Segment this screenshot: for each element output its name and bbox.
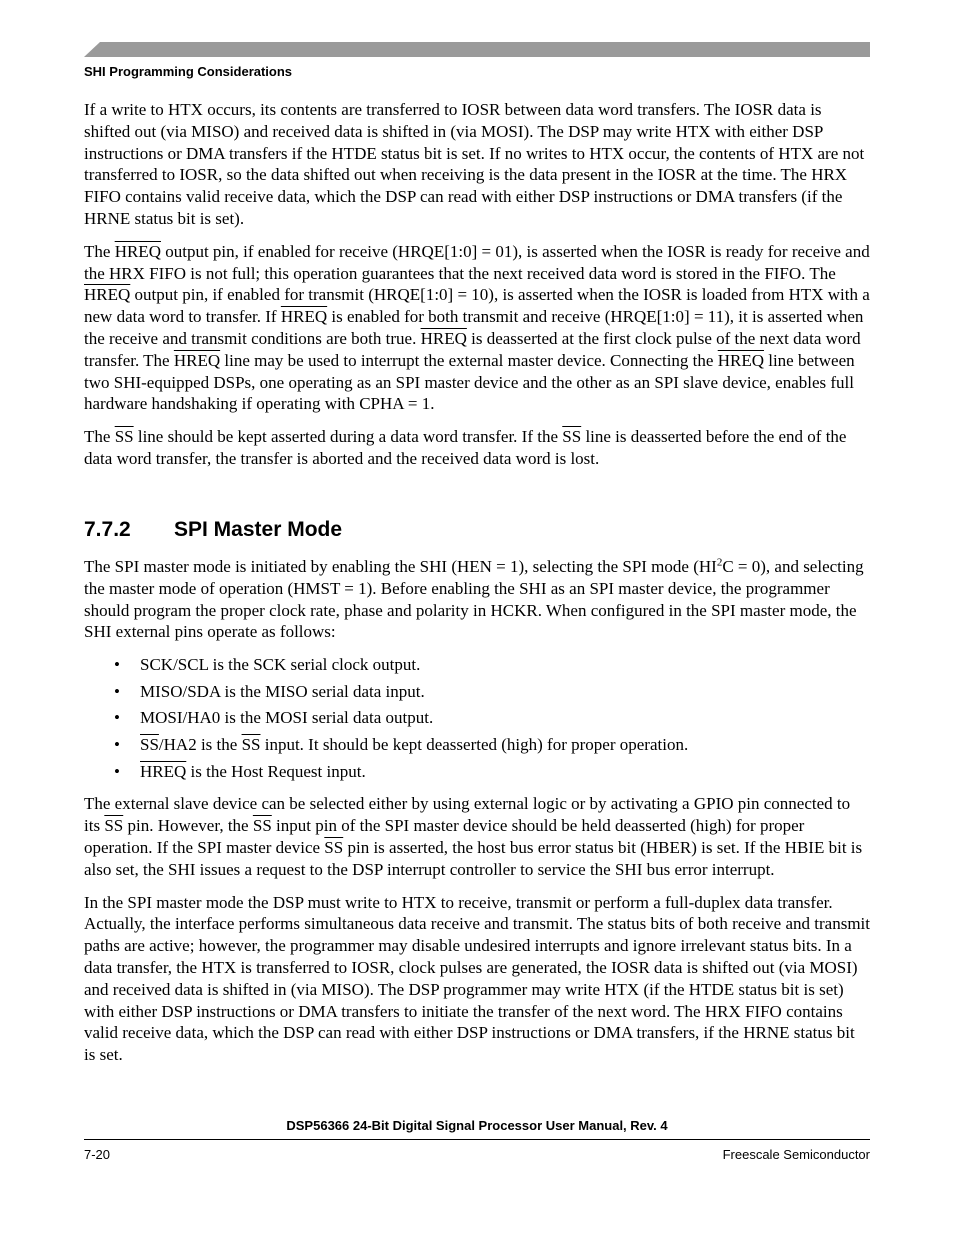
text-run: output pin, if enabled for transmit (HRQE[1:0] = 10), is asserted when the IOSR is loaded from HTX with a new data word to transfer. If [84, 285, 870, 327]
paragraph [84, 426, 870, 470]
header-bar [84, 42, 870, 57]
text-run: is deasserted at the first clock pulse of the next data word transfer. The [84, 328, 861, 370]
list-item-text: is the Host Request input. [186, 761, 366, 781]
list-item-text: MOSI/HA0 is the MOSI serial data output. [140, 708, 434, 728]
ss-signal: $\overline{SS}$ [114, 427, 134, 447]
hreq-signal: HREQ [114, 241, 161, 261]
text-run: is enabled for both transmit and receive (HRQE[1:0] = 11), it is asserted when the receive and transmit conditions are both true. [84, 307, 864, 348]
text-run: line between two SHI-equipped DSPs, one operating as an SPI master device and the other as an SPI slave device, enables full hardware handshaking if operating with CPHA = 1. [84, 350, 855, 414]
paragraph [84, 556, 870, 643]
text-run: The SPI master mode is initiated by enabling the SHI (HEN = 1), selecting the SPI mode (HI [84, 557, 717, 576]
paragraph [84, 241, 870, 415]
text-run: input pin of the SPI master device should be held deasserted (high) for proper operation. If the SPI master device [84, 816, 805, 857]
page-number: 7-20 [84, 1147, 111, 1162]
bullet: • [114, 761, 120, 781]
list-item-text: SCK/SCL is the SCK serial clock output. [140, 655, 421, 675]
text-run: output pin, if enabled for receive (HRQE[1:0] = 01), is asserted when the IOSR is ready for receive and the HRX FIFO is not full; this operation guarantees that the next received data word is stored in the FIFO. The [84, 241, 870, 283]
running-head: SHI Programming Considerations [84, 64, 293, 79]
text-run: C = 0), and selecting the master mode of operation (HMST = 1). Before enabling the SHI as an SPI master device, the programmer should program the proper clock rate, phase and polarity in HCKR. When configured in the SPI master mode, the SHI external pins operate as follows: [84, 557, 864, 642]
paragraph [84, 793, 870, 880]
list-item [84, 681, 870, 703]
text-run: The [84, 427, 115, 447]
ss-signal: $\overline{SS}$ [104, 816, 124, 836]
section-number: 7.7.2 [84, 518, 131, 541]
footer-title: DSP56366 24-Bit Digital Signal Processor User Manual, Rev. 4 [286, 1118, 668, 1133]
footer-divider [84, 1139, 870, 1140]
hreq-signal: HREQ [420, 328, 467, 348]
ss-signal: $\overline{SS}$ [324, 837, 344, 857]
text-run: pin. However, the [123, 816, 253, 836]
list-item [84, 654, 870, 676]
list-item [84, 761, 870, 783]
list-item-text: MISO/SDA is the MISO serial data input. [140, 681, 425, 701]
hreq-signal: HREQ [140, 761, 187, 781]
text-run: line may be used to interrupt the external master device. Connecting the [220, 350, 718, 370]
bullet: • [114, 655, 120, 675]
text-run: In the SPI master mode the DSP must write to HTX to receive, transmit or perform a full-duplex data transfer. Actually, the interface performs simultaneous data receive and transmit. The status bits of both receive and transmit paths are active; however, the programmer may disable undesired interrupts and ignore irrelevant status bits. In a data transfer, the HTX is transferred to IOSR, clock pulses are generated, the IOSR data is shifted out (via MOSI) and received data is shifted in (via MISO). The DSP programmer may write HTX (if the HTDE status bit is set) with either DSP instructions or DMA transfers to initiate the transfer of the next word. The HRX FIFO contains valid receive data, which the DSP can read with either DSP instructions or DMA transfers, if the HRNE status bit is set. [84, 892, 870, 1065]
pin-list [84, 654, 870, 782]
hreq-signal: HREQ [84, 285, 131, 305]
section-text [84, 556, 870, 1077]
paragraph [84, 99, 870, 230]
text-run: The external slave device can be selected either by using external logic or by activating a GPIO pin connected to its [84, 794, 851, 836]
ss-signal: $\overline{SS}$ [241, 734, 261, 754]
text-run: line is deasserted before the end of the data word transfer, the transfer is aborted and the received data word is lost. [84, 427, 847, 468]
bullet: • [114, 708, 120, 728]
list-item-text: /HA2 is the [158, 734, 242, 754]
list-item-text: input. It should be kept deasserted (high) for proper operation. [260, 734, 689, 754]
superscript: 2 [716, 556, 723, 569]
hreq-signal: HREQ [280, 307, 328, 327]
ss-signal: $\overline{SS}$ [562, 427, 582, 447]
intro-text [84, 99, 870, 481]
paragraph [84, 892, 870, 1066]
section-title: SPI Master Mode [174, 518, 343, 541]
bullet: • [114, 734, 120, 754]
text-run: line should be kept asserted during a data word transfer. If the [133, 427, 563, 447]
text-run: The [84, 241, 115, 261]
section-heading [84, 518, 870, 542]
company-name: Freescale Semiconductor [722, 1147, 870, 1162]
text-run: If a write to HTX occurs, its contents are transferred to IOSR between data word transfers. The IOSR data is shifted out (via MISO) and received data is shifted in (via MOSI). The DSP may write HTX with either DSP instructions or DMA transfers if the HTDE status bit is set. If no writes to HTX occur, the contents of HTX are not transferred to IOSR, so the data shifted out when receiving is the data present in the IOSR at the time. The HRX FIFO contains valid receive data, which the DSP can read with either DSP instructions or DMA transfers (if the HRNE status bit is set). [84, 100, 865, 228]
list-item [84, 707, 870, 729]
ss-signal: $\overline{SS}$ [252, 816, 272, 836]
text-run: pin is asserted, the host bus error status bit (HBER) is set. If the HBIE bit is also set, the SHI issues a request to the DSP interrupt controller to service the SHI bus error interrupt. [84, 837, 863, 879]
ss-signal: $\overline{SS}$ [140, 734, 159, 754]
hreq-signal: HREQ [717, 350, 764, 370]
hreq-signal: HREQ [173, 350, 221, 370]
list-item [84, 734, 870, 756]
bullet: • [114, 681, 120, 701]
